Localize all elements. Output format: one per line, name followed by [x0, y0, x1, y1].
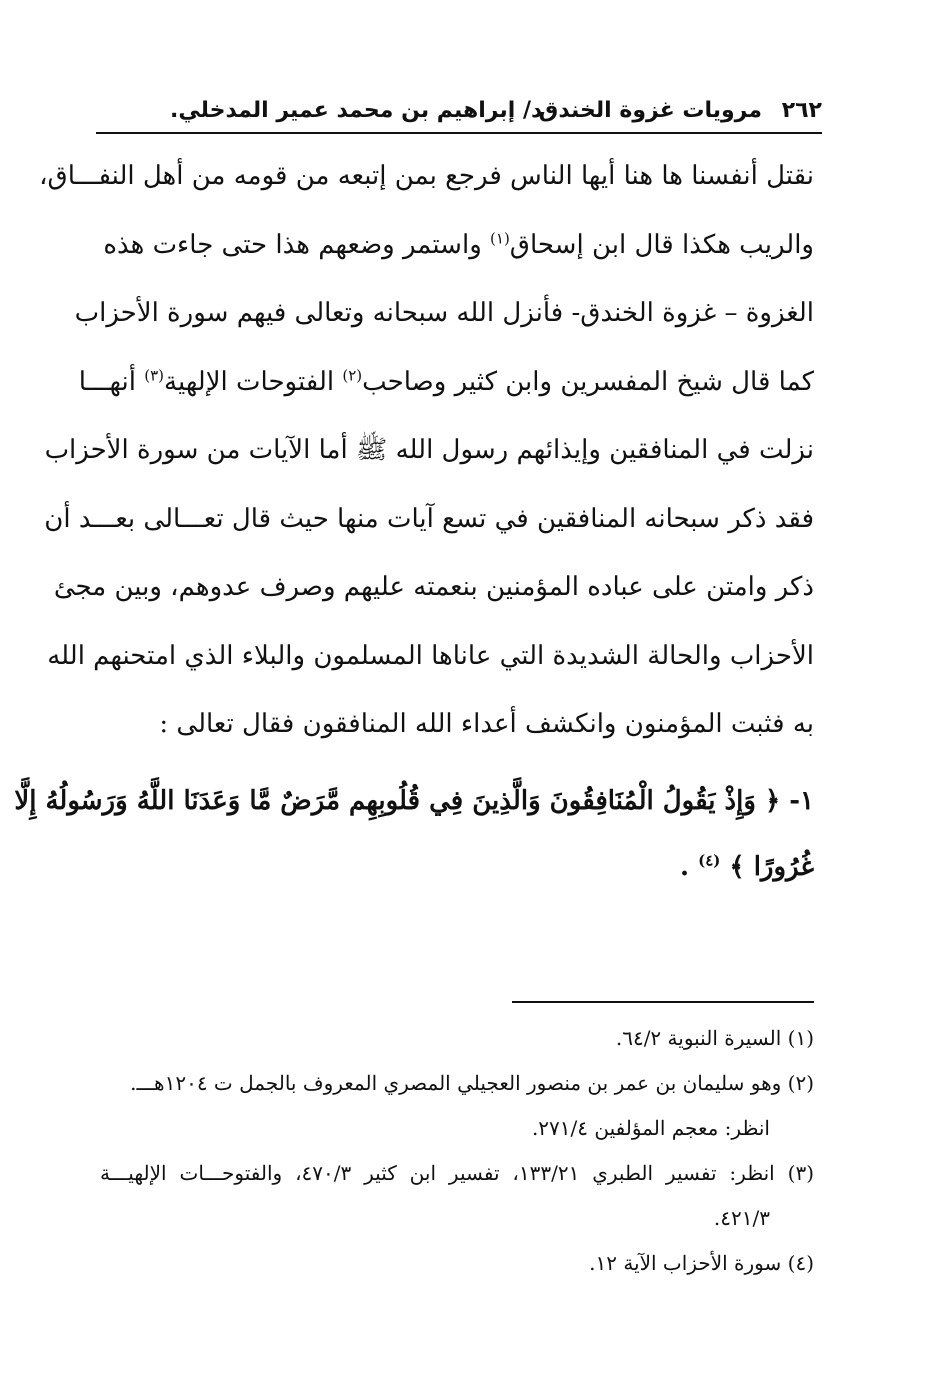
footnote-ref: (٤)	[698, 851, 721, 870]
text-line: الغزوة – غزوة الخندق- فأنزل الله سبحانه وتعالى فيهم سورة الأحزاب	[74, 298, 814, 328]
verse-line: ١- ﴿ وَإِذْ يَقُولُ الْمُنَافِقُونَ وَالَّذِينَ فِي قُلُوبِهِم مَّرَضٌ مَّا وَعَدَنَا اللَّهُ وَرَسُولُهُ إِلَّا	[14, 786, 814, 816]
footnote-ref: (٢)	[342, 365, 363, 384]
author-name: د/ إبراهيم بن محمد عمير المدخلي.	[170, 98, 543, 123]
text-line: به فثبت المؤمنون وانكشف أعداء الله المنافقون فقال تعالى :	[159, 709, 814, 739]
text-segment: واستمر وضعهم هذا حتى جاءت هذه	[103, 229, 482, 260]
footnote: (٣) انظر: تفسير الطبري ١٣٣/٢١، تفسير ابن كثير ٤٧٠/٣، والفتوحـــات الإلهيـــة	[100, 1161, 814, 1185]
text-line: ذكر وامتن على عباده المؤمنين بنعمته عليهم وصرف عدوهم، وبين مجئ	[53, 572, 814, 602]
footnote-continuation: ٤٢١/٣.	[713, 1206, 770, 1230]
footnote: (٢) وهو سليمان بن عمر بن منصور العجيلي المصري المعروف بالجمل ت ١٢٠٤هـــ.	[130, 1071, 814, 1095]
footnote-ref: (٣)	[144, 365, 165, 384]
text-segment: الفتوحات الإلهية	[164, 366, 335, 397]
text-line	[104, 211, 814, 280]
text-segment: أنهـــا	[78, 366, 136, 397]
text-line: فقد ذكر سبحانه المنافقين في تسع آيات منها حيث قال تعـــالى بعـــد أن	[44, 503, 814, 534]
text-line	[78, 348, 814, 417]
footnotes	[100, 1016, 814, 1286]
footnote-ref: (١)	[490, 228, 510, 247]
page-number: ٢٦٢	[781, 98, 822, 123]
footnote-continuation: انظر: معجم المؤلفين ٢٧١/٤.	[531, 1116, 770, 1140]
body-text	[39, 142, 814, 759]
verse-end: .	[679, 852, 690, 882]
text-line: نزلت في المنافقين وإيذائهم رسول الله ﷺ أما الآيات من سورة الأحزاب	[44, 435, 814, 465]
footnote-divider	[512, 1001, 814, 1003]
text-line: الأحزاب والحالة الشديدة التي عاناها المسلمون والبلاء الذي امتحنهم الله	[47, 640, 814, 671]
verse-text: غُرُورًا ﴾	[729, 852, 814, 882]
text-line: نقتل أنفسنا ها هنا أيها الناس فرجع بمن إتبعه من قومه من أهل النفـــاق،	[39, 161, 814, 191]
footnote: (٤) سورة الأحزاب الآية ١٢.	[589, 1251, 814, 1275]
verse-line	[104, 834, 814, 900]
running-title: مرويات غزوة الخندق	[538, 98, 762, 123]
footnote: (١) السيرة النبوية ٦٤/٢.	[615, 1026, 814, 1050]
quran-verse	[14, 768, 814, 900]
text-segment: والريب هكذا قال ابن إسحاق	[509, 229, 814, 260]
text-segment: كما قال شيخ المفسرين وابن كثير وصاحب	[362, 366, 814, 397]
page-header	[96, 96, 822, 134]
